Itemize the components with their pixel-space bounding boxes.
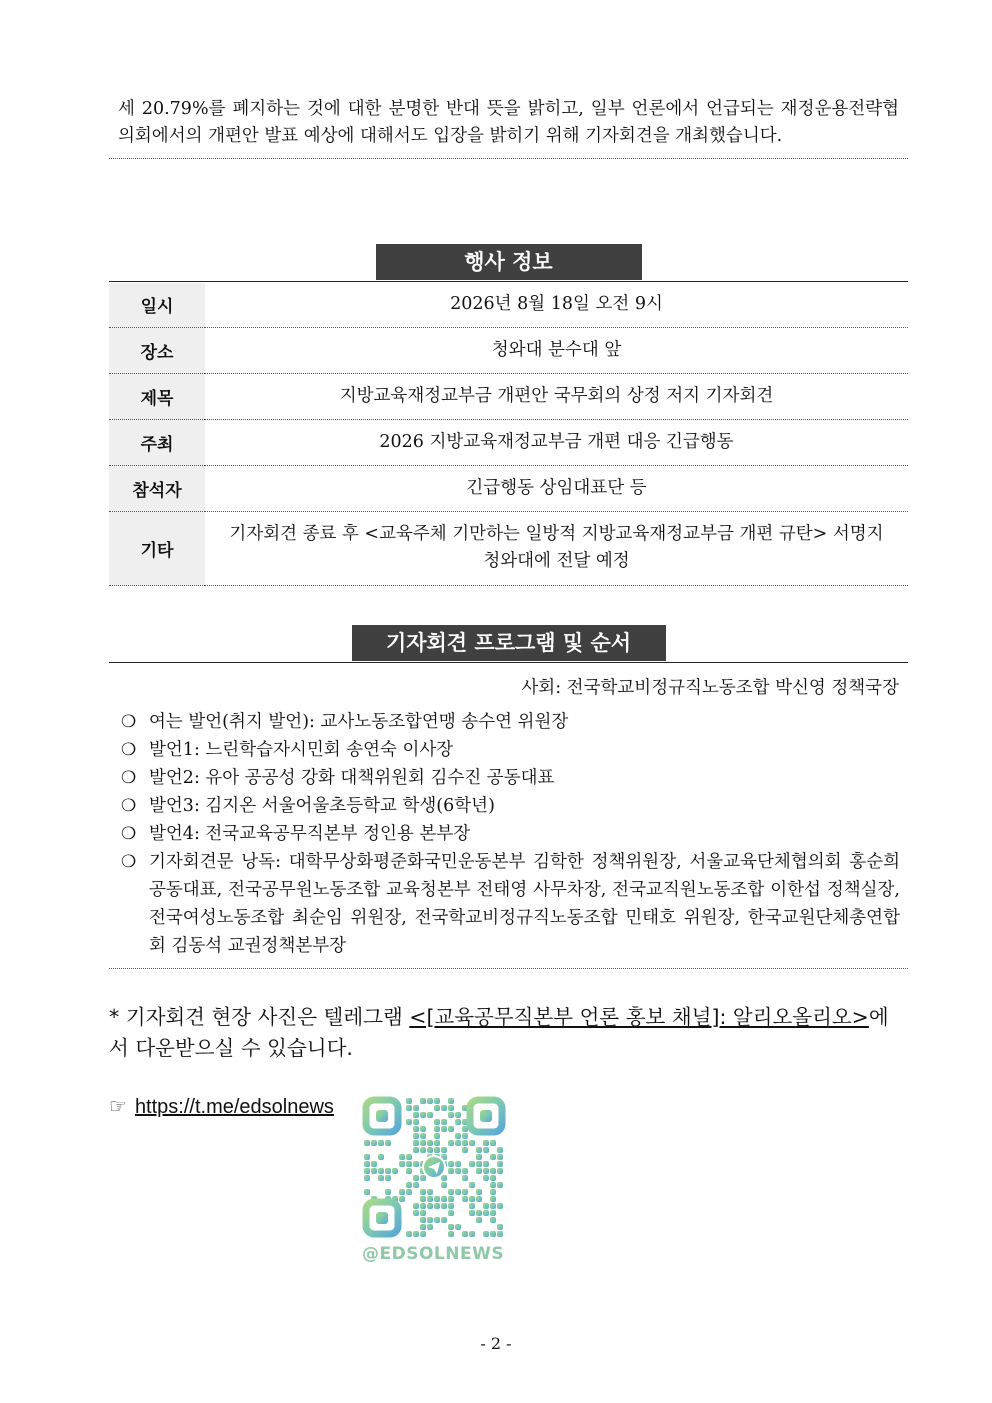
telegram-url-link[interactable]: https://t.me/edsolnews [134, 1096, 334, 1118]
program-title: 기자회견 프로그램 및 순서 [352, 625, 666, 661]
list-item [117, 848, 900, 960]
program-item-text: 발언2: 유아 공공성 강화 대책위원회 김수진 공동대표 [149, 768, 555, 788]
link-row [109, 1094, 334, 1119]
info-value: 2026 지방교육재정교부금 개편 대응 긴급행동 [205, 419, 908, 465]
circle-bullet-icon: ❍ [121, 796, 137, 816]
info-value: 지방교육재정교부금 개편안 국무회의 상정 저지 기자회견 [205, 373, 908, 419]
table-row [109, 327, 908, 373]
info-key: 기타 [109, 511, 205, 585]
program-item-text: 발언3: 김지온 서울어울초등학교 학생(6학년) [149, 796, 495, 816]
info-key: 참석자 [109, 465, 205, 511]
table-row [109, 373, 908, 419]
table-row [109, 419, 908, 465]
note-suffix: 에서 다운받으실 수 있습니다. [109, 1005, 889, 1060]
table-row [109, 511, 908, 585]
event-info-title: 행사 정보 [376, 244, 642, 280]
info-value: 2026년 8월 18일 오전 9시 [205, 283, 908, 327]
event-info-header [109, 244, 908, 282]
list-item [117, 736, 900, 764]
list-item [117, 820, 900, 848]
circle-bullet-icon: ❍ [121, 824, 137, 844]
circle-bullet-icon: ❍ [121, 712, 137, 732]
event-info-table [109, 283, 908, 586]
table-row [109, 283, 908, 327]
program-item-text: 발언1: 느린학습자시민회 송연숙 이사장 [149, 740, 454, 760]
list-item [117, 764, 900, 792]
program-header [109, 625, 908, 663]
info-value: 기자회견 종료 후 <교육주체 기만하는 일방적 지방교육재정교부금 개편 규탄> 서명지 청와대에 전달 예정 [205, 511, 908, 585]
photo-note [109, 1002, 899, 1064]
program-item-text: 여는 발언(취지 발언): 교사노동조합연맹 송수연 위원장 [149, 712, 569, 732]
circle-bullet-icon: ❍ [121, 852, 137, 872]
pointing-hand-icon: ☞ [109, 1094, 127, 1118]
info-key: 제목 [109, 373, 205, 419]
host-line: 사회: 전국학교비정규직노동조합 박신영 정책국장 [521, 678, 899, 698]
circle-bullet-icon: ❍ [121, 740, 137, 760]
page-number: - 2 - [480, 1334, 512, 1353]
info-key: 장소 [109, 327, 205, 373]
qr-code-image[interactable] [360, 1094, 508, 1240]
info-value: 청와대 분수대 앞 [205, 327, 908, 373]
circle-bullet-icon: ❍ [121, 768, 137, 788]
program-item-text: 기자회견문 낭독: 대학무상화평준화국민운동본부 김학한 정책위원장, 서울교육단체협의회 홍순희 공동대표, 전국공무원노동조합 교육청본부 전태영 사무차장, 전국교직원노동조합 이한섭 정책실장, 전국여성노동조합 최순임 위원장, 전국학교비정규직노동조합 민태호 위원장, 한국교원단체총연합회 김동석 교권정책본부장 [149, 852, 900, 956]
program-item-text: 발언4: 전국교육공무직본부 정인용 본부장 [149, 824, 471, 844]
info-key: 주최 [109, 419, 205, 465]
intro-paragraph: 세 20.79%를 폐지하는 것에 대한 분명한 반대 뜻을 밝히고, 일부 언론에서 언급되는 재정운용전략협의회에서의 개편안 발표 예상에 대해서도 입장을 밝히기 위해 기자회견을 개최했습니다. [109, 96, 908, 159]
note-prefix: * 기자회견 현장 사진은 텔레그램 [109, 1005, 410, 1029]
telegram-channel-link[interactable]: <[교육공무직본부 언론 홍보 채널]: 알리오올리오> [409, 1005, 869, 1029]
info-key: 일시 [109, 283, 205, 327]
qr-handle-label: @EDSOLNEWS [362, 1244, 505, 1264]
list-item [117, 708, 900, 736]
info-value: 긴급행동 상임대표단 등 [205, 465, 908, 511]
program-list [109, 708, 908, 969]
table-row [109, 465, 908, 511]
list-item [117, 792, 900, 820]
